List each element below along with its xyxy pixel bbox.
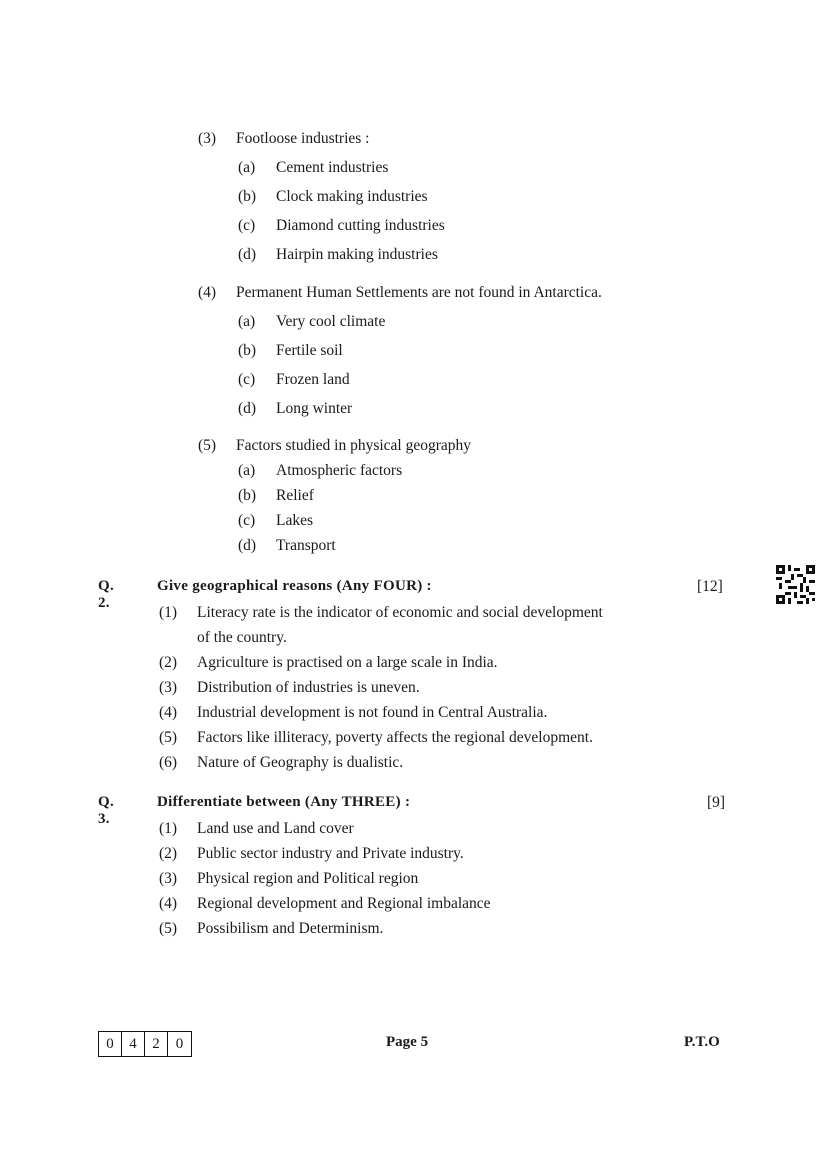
q1-sub3-stem: Footloose industries :	[236, 130, 370, 147]
page-number: Page 5	[386, 1034, 429, 1050]
option-label: (a)	[238, 159, 256, 176]
item-text: Possibilism and Determinism.	[197, 920, 384, 937]
q2-number: Q. 2.	[98, 578, 115, 611]
item-text: Industrial development is not found in Central Australia.	[197, 704, 548, 721]
item-text: Factors like illiteracy, poverty affects the regional development.	[197, 729, 593, 746]
item-num: (2)	[159, 654, 178, 671]
option-text: Lakes	[276, 512, 314, 529]
option-text: Clock making industries	[276, 188, 428, 205]
option-text: Very cool climate	[276, 313, 386, 330]
option-text: Cement industries	[276, 159, 389, 176]
option-text: Atmospheric factors	[276, 462, 403, 479]
code-digit: 4	[122, 1032, 145, 1056]
option-text: Transport	[276, 537, 336, 554]
item-num: (5)	[159, 729, 178, 746]
item-num: (3)	[159, 870, 178, 887]
q1-sub4-stem: Permanent Human Settlements are not found in Antarctica.	[236, 284, 602, 301]
item-text: Agriculture is practised on a large scale in India.	[197, 654, 498, 671]
option-text: Frozen land	[276, 371, 350, 388]
q3-number: Q. 3.	[98, 794, 115, 827]
q2-marks: [12]	[697, 578, 723, 595]
item-text: Regional development and Regional imbalance	[197, 895, 491, 912]
option-label: (c)	[238, 512, 256, 529]
option-label: (c)	[238, 371, 256, 388]
option-text: Relief	[276, 487, 314, 504]
q3-marks: [9]	[707, 794, 726, 811]
q3-heading: Differentiate between (Any THREE) :	[157, 794, 411, 810]
q1-sub5-num: (5)	[198, 437, 217, 454]
item-num: (4)	[159, 704, 178, 721]
item-text: Distribution of industries is uneven.	[197, 679, 420, 696]
option-text: Fertile soil	[276, 342, 343, 359]
item-text-continued: of the country.	[197, 629, 287, 646]
code-digit: 0	[175, 1035, 184, 1052]
item-num: (1)	[159, 820, 178, 837]
q1-sub5-stem: Factors studied in physical geography	[236, 437, 472, 454]
option-label: (b)	[238, 188, 257, 205]
option-label: (d)	[238, 246, 257, 263]
item-text: Public sector industry and Private industry.	[197, 845, 464, 862]
item-text: Literacy rate is the indicator of economic and social development	[197, 604, 603, 621]
item-num: (6)	[159, 754, 178, 771]
code-digit: 0	[99, 1032, 122, 1056]
option-label: (d)	[238, 537, 257, 554]
item-num: (4)	[159, 895, 178, 912]
option-label: (a)	[238, 313, 256, 330]
q1-sub4-num: (4)	[198, 284, 217, 301]
option-label: (a)	[238, 462, 256, 479]
pto-label: P.T.O	[684, 1034, 720, 1050]
option-label: (d)	[238, 400, 257, 417]
paper-code-box	[98, 1031, 192, 1057]
option-text: Long winter	[276, 400, 353, 417]
option-text: Diamond cutting industries	[276, 217, 445, 234]
item-num: (1)	[159, 604, 178, 621]
code-digit: 2	[145, 1032, 168, 1056]
item-text: Physical region and Political region	[197, 870, 419, 887]
item-num: (3)	[159, 679, 178, 696]
item-text: Nature of Geography is dualistic.	[197, 754, 404, 771]
item-num: (2)	[159, 845, 178, 862]
qr-code	[776, 565, 815, 604]
item-text: Land use and Land cover	[197, 820, 354, 837]
q2-heading: Give geographical reasons (Any FOUR) :	[157, 578, 432, 594]
option-label: (b)	[238, 342, 257, 359]
option-label: (b)	[238, 487, 257, 504]
option-text: Hairpin making industries	[276, 246, 438, 263]
option-label: (c)	[238, 217, 256, 234]
item-num: (5)	[159, 920, 178, 937]
q1-sub3-num: (3)	[198, 130, 217, 147]
